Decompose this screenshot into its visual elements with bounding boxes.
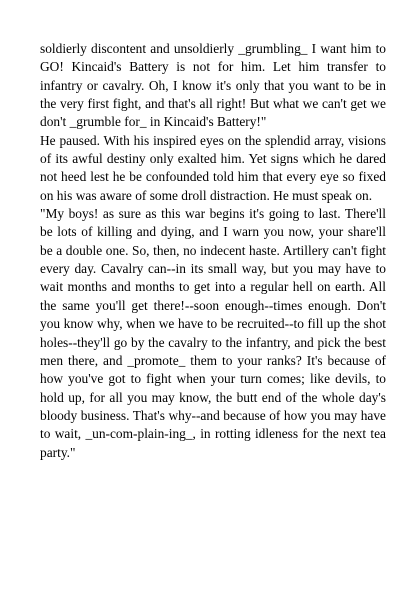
book-page bbox=[40, 40, 386, 462]
paragraph-3: "My boys! as sure as this war begins it's going to last. There'll be lots of killing and dying, and I warn you now, your share'll be a double one. So, then, no indecent haste. Artillery can't fight every day. Cavalry can--in its small way, but you may have to wait months and months to get into a regular hell on earth. All the same you'll get there!--soon enough--times enough. Don't you know why, when we have to be recruited--to fill up the shot holes--they'll go by the cavalry to the infantry, and pick the best men there, and _promote_ them to your ranks? It's because of how you've got to fight when your turn comes; like devils, to hold up, for all you may know, the butt end of the whole day's bloody business. That's why--and because of how you may have to wait, _un-com-plain-ing_, in rotting idleness for the next tea party." bbox=[40, 206, 386, 460]
paragraph-1: soldierly discontent and unsoldierly _grumbling_ I want him to GO! Kincaid's Battery is not for him. Let him transfer to infantry or cavalry. Oh, I know it's only that you want to be in the very first fight, and that's all right! But what we can't get we don't _grumble for_ in Kincaid's Battery!" bbox=[40, 41, 386, 130]
paragraph-2: He paused. With his inspired eyes on the splendid array, visions of its awful destiny only exalted him. Yet signs which he dared not heed lest he be confounded told him that every eye so fixed on his was aware of some droll distraction. He must speak on. bbox=[40, 132, 386, 203]
